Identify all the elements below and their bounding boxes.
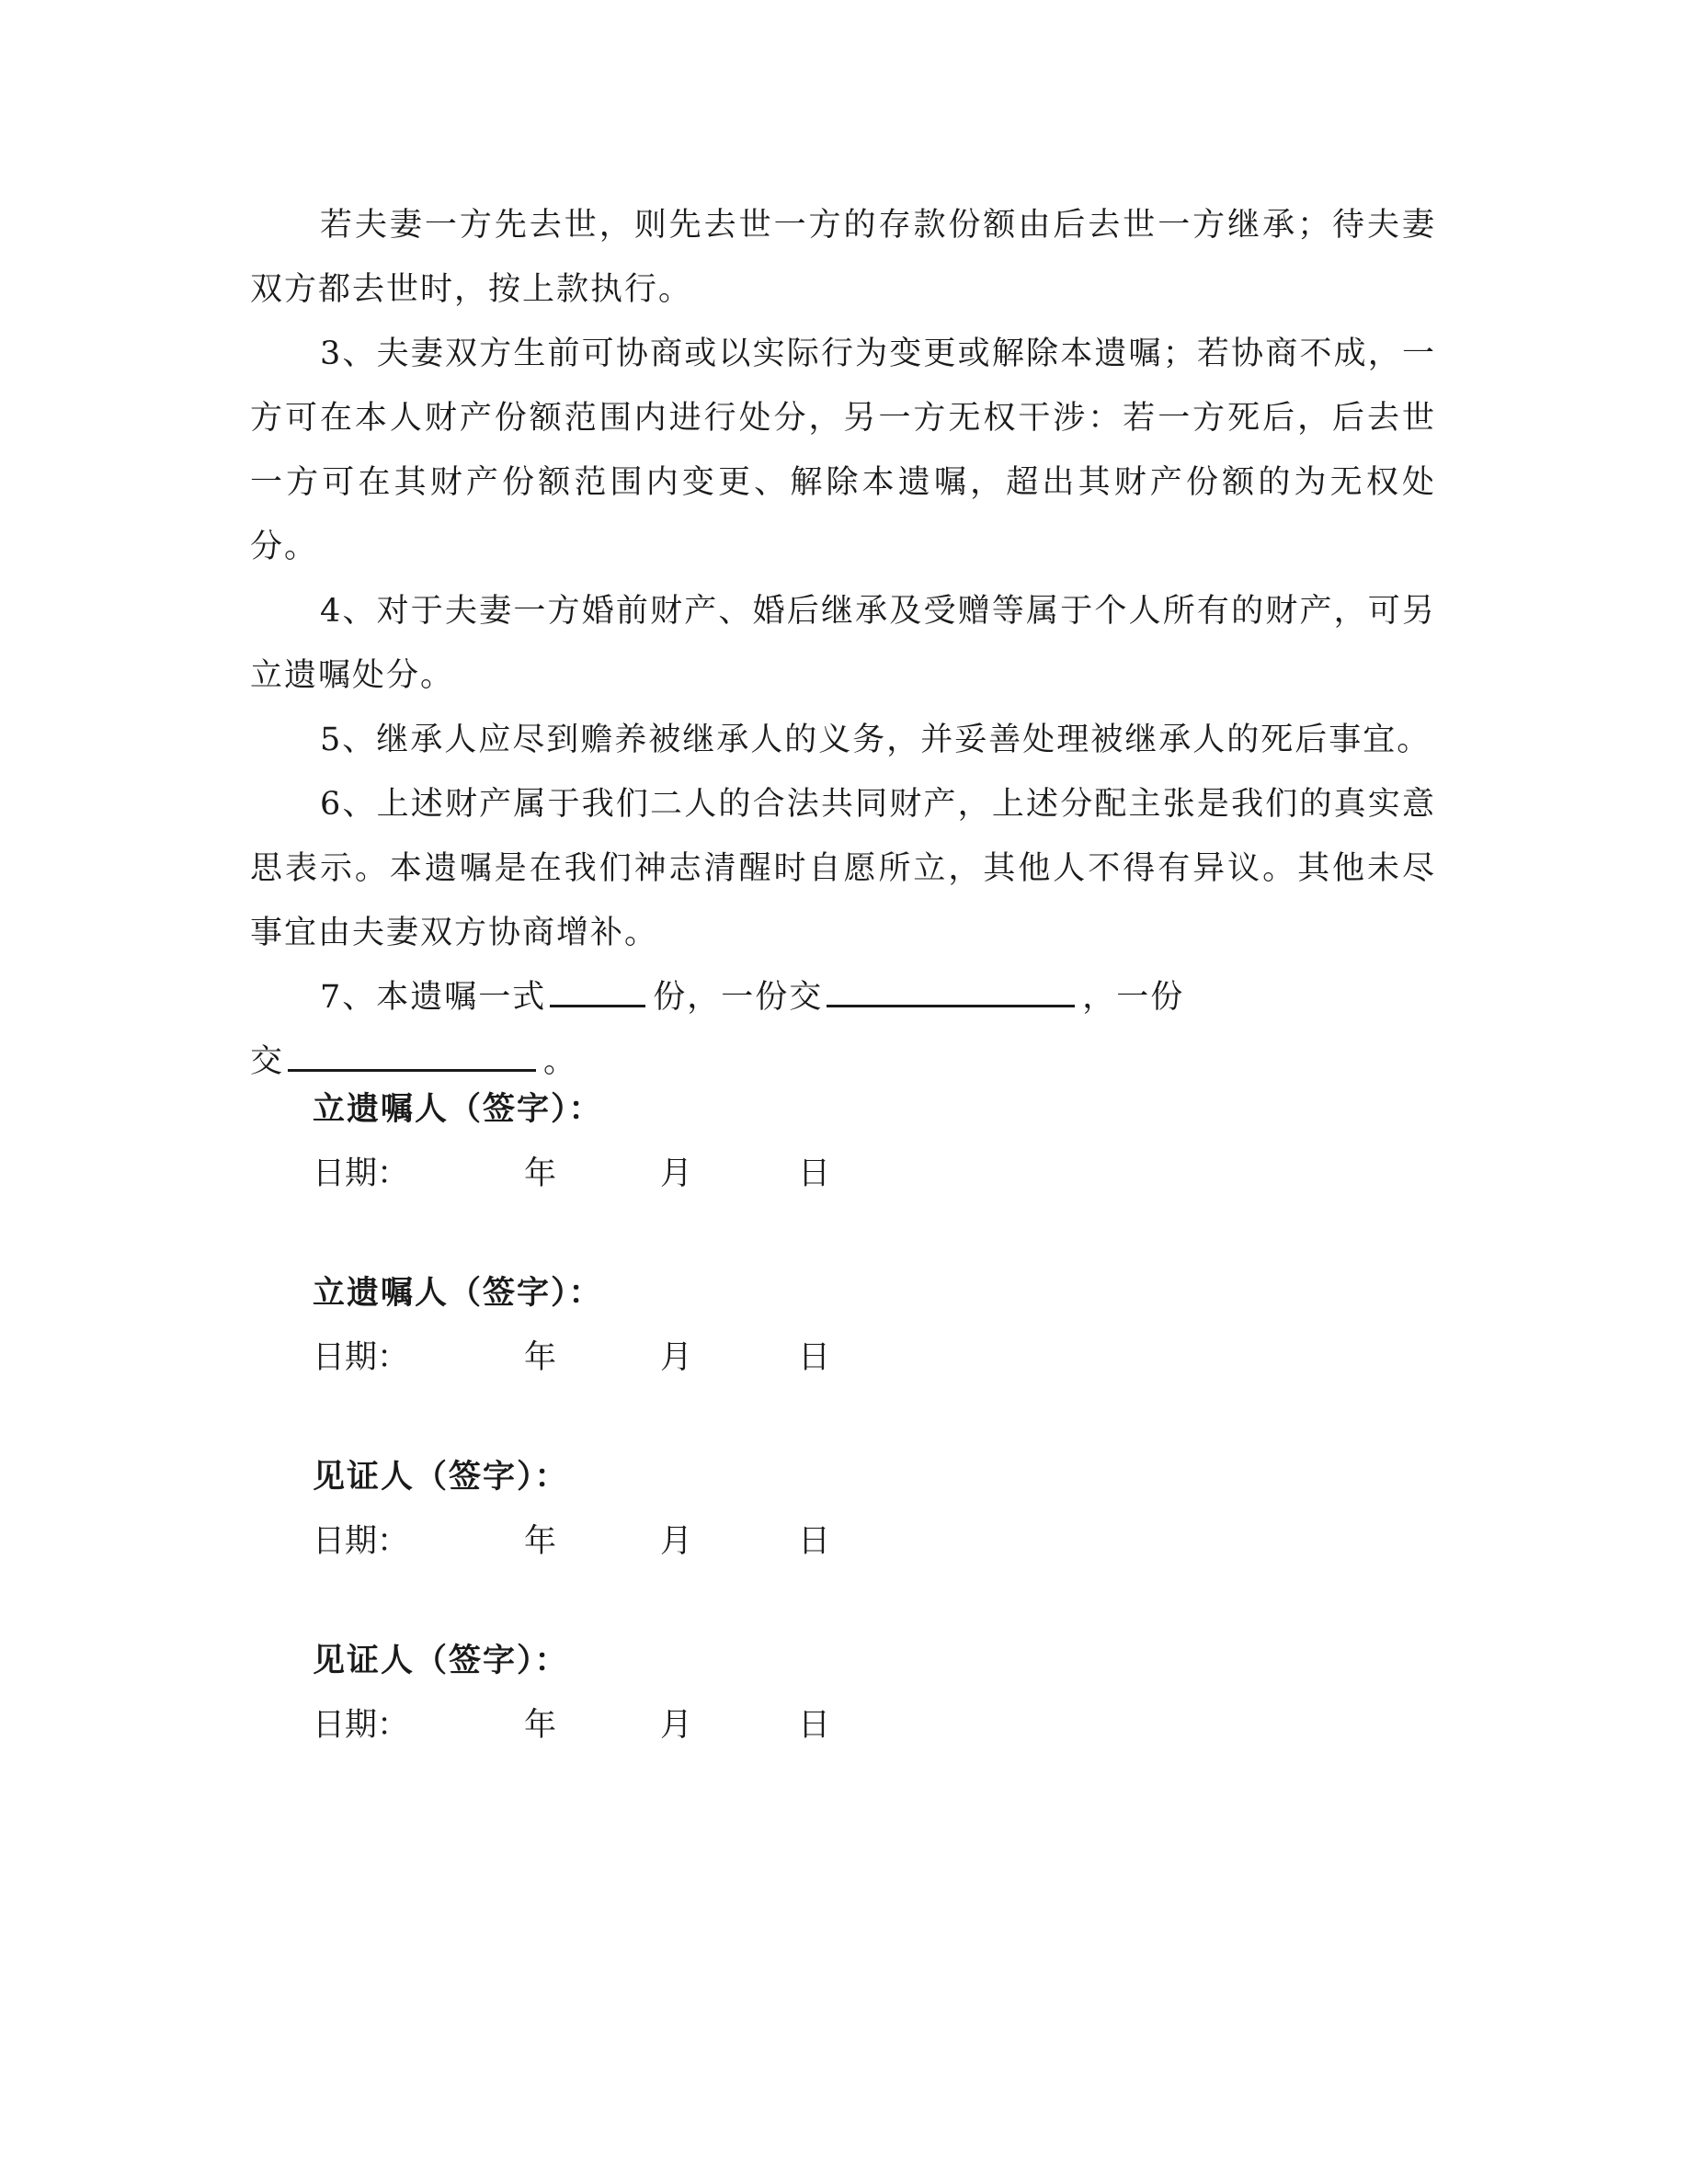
clause-7-after-second: ，一份	[1082, 979, 1185, 1016]
date-row	[313, 1509, 1140, 1574]
signature-block-testator-1	[313, 1077, 1140, 1206]
date-label: 日期：	[313, 1523, 410, 1560]
signature-block-witness-2	[313, 1629, 1140, 1757]
day-label: 日	[798, 1707, 831, 1744]
year-label: 年	[524, 1339, 557, 1376]
clause-7-line2-prefix: 交	[250, 1043, 285, 1080]
month-label: 月	[660, 1523, 693, 1560]
recipient-1-blank[interactable]	[827, 973, 1075, 1007]
month-label: 月	[660, 1155, 693, 1192]
date-label: 日期：	[313, 1707, 410, 1744]
date-row	[313, 1693, 1140, 1757]
day-label: 日	[798, 1339, 831, 1376]
clause-7-prefix: 7、本遗嘱一式	[320, 979, 547, 1016]
paragraph-clause-3: 3、夫妻双方生前可协商或以实际行为变更或解除本遗嘱；若协商不成，一方可在本人财产份额范围内进行处分，另一方无权干涉：若一方死后，后去世一方可在其财产份额范围内变更、解除本遗嘱，超出其财产份额的为无权处分。	[250, 336, 1436, 565]
year-label: 年	[524, 1523, 557, 1560]
witness-signature-label: 见证人（签字）：	[313, 1642, 569, 1679]
signature-block-witness-1	[313, 1445, 1140, 1574]
date-row	[313, 1142, 1140, 1206]
year-label: 年	[524, 1155, 557, 1192]
signature-block-testator-2	[313, 1261, 1140, 1390]
month-label: 月	[660, 1339, 693, 1376]
paragraph-clause-5: 5、继承人应尽到赡养被继承人的义务，并妥善处理被继承人的死后事宜。	[320, 722, 1431, 758]
will-body	[250, 193, 1436, 1094]
testator-signature-label: 立遗嘱人（签字）：	[313, 1090, 603, 1128]
witness-signature-label: 见证人（签字）：	[313, 1458, 569, 1496]
paragraph-deposit-inheritance: 若夫妻一方先去世，则先去世一方的存款份额由后去世一方继承；待夫妻双方都去世时，按上款执行。	[250, 207, 1436, 308]
recipient-2-blank[interactable]	[288, 1038, 536, 1072]
paragraph-clause-6: 6、上述财产属于我们二人的合法共同财产，上述分配主张是我们的真实意思表示。本遗嘱是在我们神志清醒时自愿所立，其他人不得有异议。其他未尽事宜由夫妻双方协商增补。	[250, 786, 1436, 951]
year-label: 年	[524, 1707, 557, 1744]
paragraph-clause-4: 4、对于夫妻一方婚前财产、婚后继承及受赠等属于个人所有的财产，可另立遗嘱处分。	[250, 593, 1436, 694]
date-label: 日期：	[313, 1339, 410, 1376]
month-label: 月	[660, 1707, 693, 1744]
day-label: 日	[798, 1155, 831, 1192]
day-label: 日	[798, 1523, 831, 1560]
copies-blank[interactable]	[550, 973, 645, 1007]
clause-7-end: 。	[543, 1043, 578, 1080]
date-row	[313, 1325, 1140, 1390]
date-label: 日期：	[313, 1155, 410, 1192]
clause-7-middle: 份，一份交	[653, 979, 824, 1016]
testator-signature-label: 立遗嘱人（签字）：	[313, 1274, 603, 1312]
paragraph-clause-7	[250, 965, 1436, 1094]
